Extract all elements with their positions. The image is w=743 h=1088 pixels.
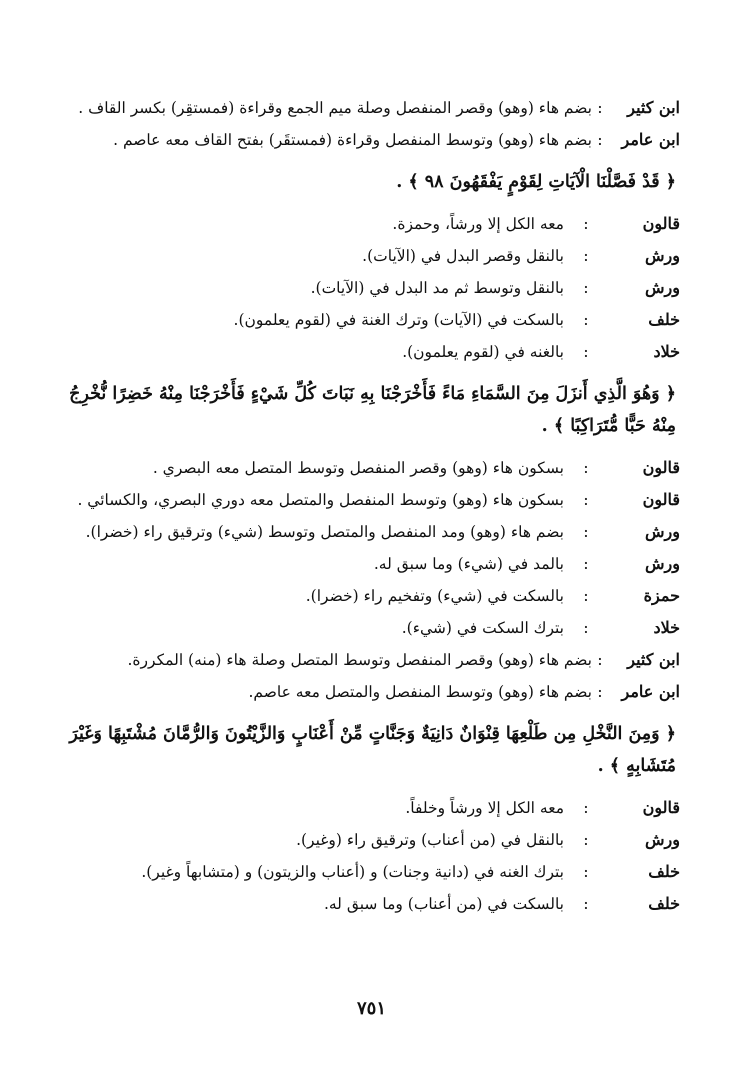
reading-line [60, 92, 680, 124]
quran-verse [60, 166, 680, 198]
verse-close-bracket: ﴾ . [396, 172, 419, 192]
reading-line [60, 888, 680, 920]
reader-name: خلاد [653, 618, 680, 637]
reading-text: بالنقل في (من أعناب) وترقيق راء (وغير). [296, 831, 564, 849]
reading-line [60, 272, 680, 304]
reading-line [60, 612, 680, 644]
reading-text: بالسكت في (الآيات) وترك الغنة في (لقوم يعلمون). [233, 311, 564, 329]
reader-name: ابن كثير [627, 98, 680, 117]
separator: : [583, 490, 589, 509]
page-content [60, 92, 680, 920]
reader-name: ابن عامر [621, 682, 680, 701]
separator: : [583, 342, 589, 361]
separator: : [583, 278, 589, 297]
reading-line [60, 516, 680, 548]
reader-name: ابن عامر [621, 130, 680, 149]
reading-line [60, 792, 680, 824]
reader-name: حمزة [643, 586, 680, 605]
verse-text: قَدْ فَصَّلْنَا الْآيَاتِ لِقَوْمٍ يَفْقَهُونَ [449, 172, 660, 192]
page-number: ٧٥١ [356, 998, 386, 1019]
reader-name: ورش [645, 246, 680, 265]
reading-line [60, 676, 680, 708]
reader-name: ورش [645, 278, 680, 297]
reader-name: قالون [642, 490, 680, 509]
separator: : [597, 682, 603, 701]
separator: : [597, 650, 603, 669]
reading-text: معه الكل إلا ورشاً، وحمزة. [392, 215, 564, 233]
reading-text: بضم هاء (وهو) وتوسط المنفصل والمتصل معه عاصم. [248, 683, 592, 701]
verse-text: وَمِنَ النَّخْلِ مِن طَلْعِهَا قِنْوَانٌ دَانِيَةٌ وَجَنَّاتٍ مِّنْ أَعْنَابٍ وَالزَّيْتُونَ وَالرُّمَّانَ مُشْتَبِهًا وَغَيْرَ مُتَشَابِهٍ [69, 724, 676, 776]
reading-text: بضم هاء (وهو) ومد المنفصل والمتصل وتوسط (شيء) وترقيق راء (خضرا). [85, 523, 564, 541]
separator: : [583, 862, 589, 881]
separator: : [583, 830, 589, 849]
separator: : [583, 618, 589, 637]
separator: : [583, 214, 589, 233]
separator: : [597, 130, 603, 149]
separator: : [583, 246, 589, 265]
reading-text: بضم هاء (وهو) وتوسط المنفصل وقراءة (فمستقَر) بفتح القاف معه عاصم . [113, 131, 592, 149]
reading-line [60, 856, 680, 888]
quran-verse [60, 378, 680, 442]
reader-name: قالون [642, 214, 680, 233]
reading-line [60, 304, 680, 336]
reader-name: قالون [642, 458, 680, 477]
reader-name: خلف [648, 894, 680, 913]
verse-number: ٩٨ [424, 172, 444, 192]
reading-text: بضم هاء (وهو) وقصر المنفصل وتوسط المتصل وصلة هاء (منه) المكررة. [127, 651, 592, 669]
separator: : [583, 458, 589, 477]
reading-text: بالنقل وقصر البدل في (الآيات). [362, 247, 564, 265]
reading-line [60, 484, 680, 516]
reading-text: بترك الغنه في (دانية وجنات) و (أعناب والزيتون) و (متشابهاً وغير). [141, 863, 564, 881]
separator: : [583, 586, 589, 605]
separator: : [583, 894, 589, 913]
verse-close-bracket: ﴾ . [597, 756, 621, 776]
reading-text: بالنقل وتوسط ثم مد البدل في (الآيات). [310, 279, 564, 297]
reader-name: ورش [645, 830, 680, 849]
verse-open-bracket: ﴿ [665, 172, 676, 192]
reader-name: خلاد [653, 342, 680, 361]
reader-name: ورش [645, 522, 680, 541]
reader-name: قالون [642, 798, 680, 817]
reading-text: بالمد في (شيء) وما سبق له. [373, 555, 564, 573]
verse-open-bracket: ﴿ [665, 724, 676, 744]
reading-line [60, 824, 680, 856]
reading-text: بضم هاء (وهو) وقصر المنفصل وصلة ميم الجمع وقراءة (فمستقِر) بكسر القاف . [78, 99, 592, 117]
reading-text: بسكون هاء (وهو) وتوسط المنفصل والمتصل معه دوري البصري، والكسائي . [77, 491, 564, 509]
separator: : [597, 98, 603, 117]
separator: : [583, 310, 589, 329]
reading-text: معه الكل إلا ورشاً وخلفاً. [405, 799, 564, 817]
reading-text: بسكون هاء (وهو) وقصر المنفصل وتوسط المتصل معه البصري . [152, 459, 564, 477]
verse-text: وَهُوَ الَّذِي أَنزَلَ مِنَ السَّمَاءِ مَاءً فَأَخْرَجْنَا بِهِ نَبَاتَ كُلِّ شَيْءٍ فَأَخْرَجْنَا مِنْهُ خَضِرًا نُّخْرِجُ مِنْهُ حَبًّا مُّتَرَاكِبًا [69, 384, 676, 436]
reading-line [60, 452, 680, 484]
reader-name: خلف [648, 310, 680, 329]
verse-open-bracket: ﴿ [665, 384, 676, 404]
reading-text: بالغنه في (لقوم يعلمون). [402, 343, 564, 361]
verse-close-bracket: ﴾ . [541, 416, 565, 436]
reader-name: ابن كثير [627, 650, 680, 669]
reading-line [60, 580, 680, 612]
separator: : [583, 522, 589, 541]
separator: : [583, 554, 589, 573]
reader-name: ورش [645, 554, 680, 573]
reading-line [60, 644, 680, 676]
reading-line [60, 208, 680, 240]
reading-line [60, 240, 680, 272]
reading-line [60, 548, 680, 580]
reader-name: خلف [648, 862, 680, 881]
reading-line [60, 336, 680, 368]
reading-text: بالسكت في (شيء) وتفخيم راء (خضرا). [305, 587, 564, 605]
reading-text: بالسكت في (من أعناب) وما سبق له. [323, 895, 564, 913]
reading-text: بترك السكت في (شيء). [401, 619, 564, 637]
quran-verse [60, 718, 680, 782]
separator: : [583, 798, 589, 817]
reading-line [60, 124, 680, 156]
